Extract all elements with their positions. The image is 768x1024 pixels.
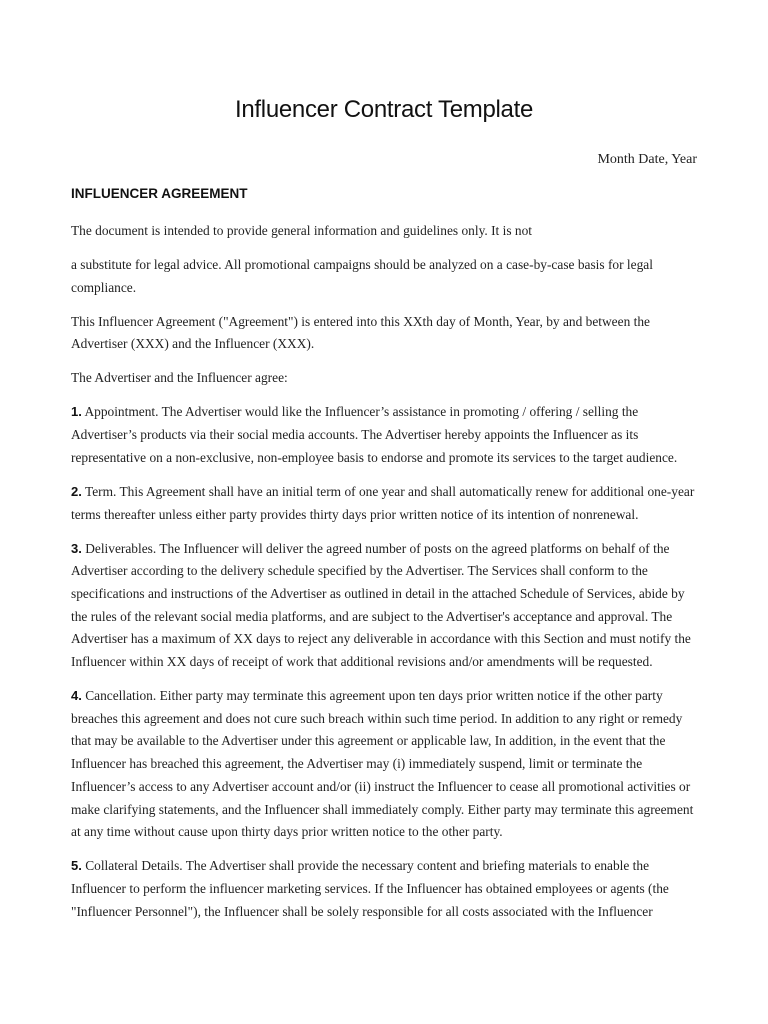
clause-text: Collateral Details. The Advertiser shall provide the necessary content and briefing materials to enable the Influencer to perform the influencer marketing services. If the Influencer has obtained employees or agents (the "Influencer Personnel"), the Influencer shall be solely responsible for all costs associated with the Influencer [71,858,669,919]
clause-text: Cancellation. Either party may terminate this agreement upon ten days prior written notice if the other party breaches this agreement and does not cure such breach within such time period. In addition to any right or remedy that may be available to the Advertiser under this agreement or applicable law, In addition, in the event that the Influencer has breached this agreement, the Advertiser may (i) immediately suspend, limit or terminate the Influencer’s access to any Advertiser account and/or (ii) instruct the Influencer to cease all promotional activities or make clarifying statements, and the Influencer shall immediately comply. Either party may terminate this agreement at any time without cause upon thirty days prior written notice to the other party. [71,688,694,840]
clause-text: Deliverables. The Influencer will deliver the agreed number of posts on the agreed platforms on behalf of the Advertiser according to the delivery schedule specified by the Advertiser. The Services shall conform to the specifications and instructions of the Advertiser as outlined in detail in the attached Schedule of Services, abide by the rules of the relevant social media platforms, and are subject to the Advertiser's acceptance and approval. The Advertiser has a maximum of XX days to reject any deliverable in accordance with this Section and must notify the Influencer within XX days of receipt of work that additional revisions and/or amendments will be requested. [71,540,691,670]
document-title: Influencer Contract Template [235,96,533,123]
agree-paragraph: The Advertiser and the Influencer agree: [71,370,288,386]
clause-cancellation [71,685,701,844]
clause-number: 4. [71,688,82,704]
disclaimer-line-2: a substitute for legal advice. All promotional campaigns should be analyzed on a case-by-case basis for legal compliance. [71,257,653,295]
clause-collateral-details [71,855,701,923]
clause-number: 5. [71,858,82,874]
clause-text: Appointment. The Advertiser would like the Influencer’s assistance in promoting / offering / selling the Advertiser’s products via their social media accounts. The Advertiser hereby appoints the Influencer as its representative on a non-exclusive, non-employee basis to endorse and promote its services to the target audience. [71,404,678,465]
document-body [71,220,701,935]
clause-term [71,481,701,526]
agreement-heading: INFLUENCER AGREEMENT [71,186,248,201]
intro-paragraph: This Influencer Agreement ("Agreement") is entered into this XXth day of Month, Year, by and between the Advertiser (XXX) and the Influencer (XXX). [71,313,650,352]
clause-number: 1. [71,404,82,420]
clause-appointment [71,401,701,469]
clause-number: 3. [71,540,82,556]
document-date: Month Date, Year [597,152,697,167]
clause-text: Term. This Agreement shall have an initial term of one year and shall automatically renew for additional one-year terms thereafter unless either party provides thirty days prior written notice of its intention of nonrenewal. [71,483,695,522]
clause-number: 2. [71,483,82,499]
clause-deliverables [71,538,701,674]
disclaimer-line-1: The document is intended to provide general information and guidelines only. It is not [71,223,533,238]
